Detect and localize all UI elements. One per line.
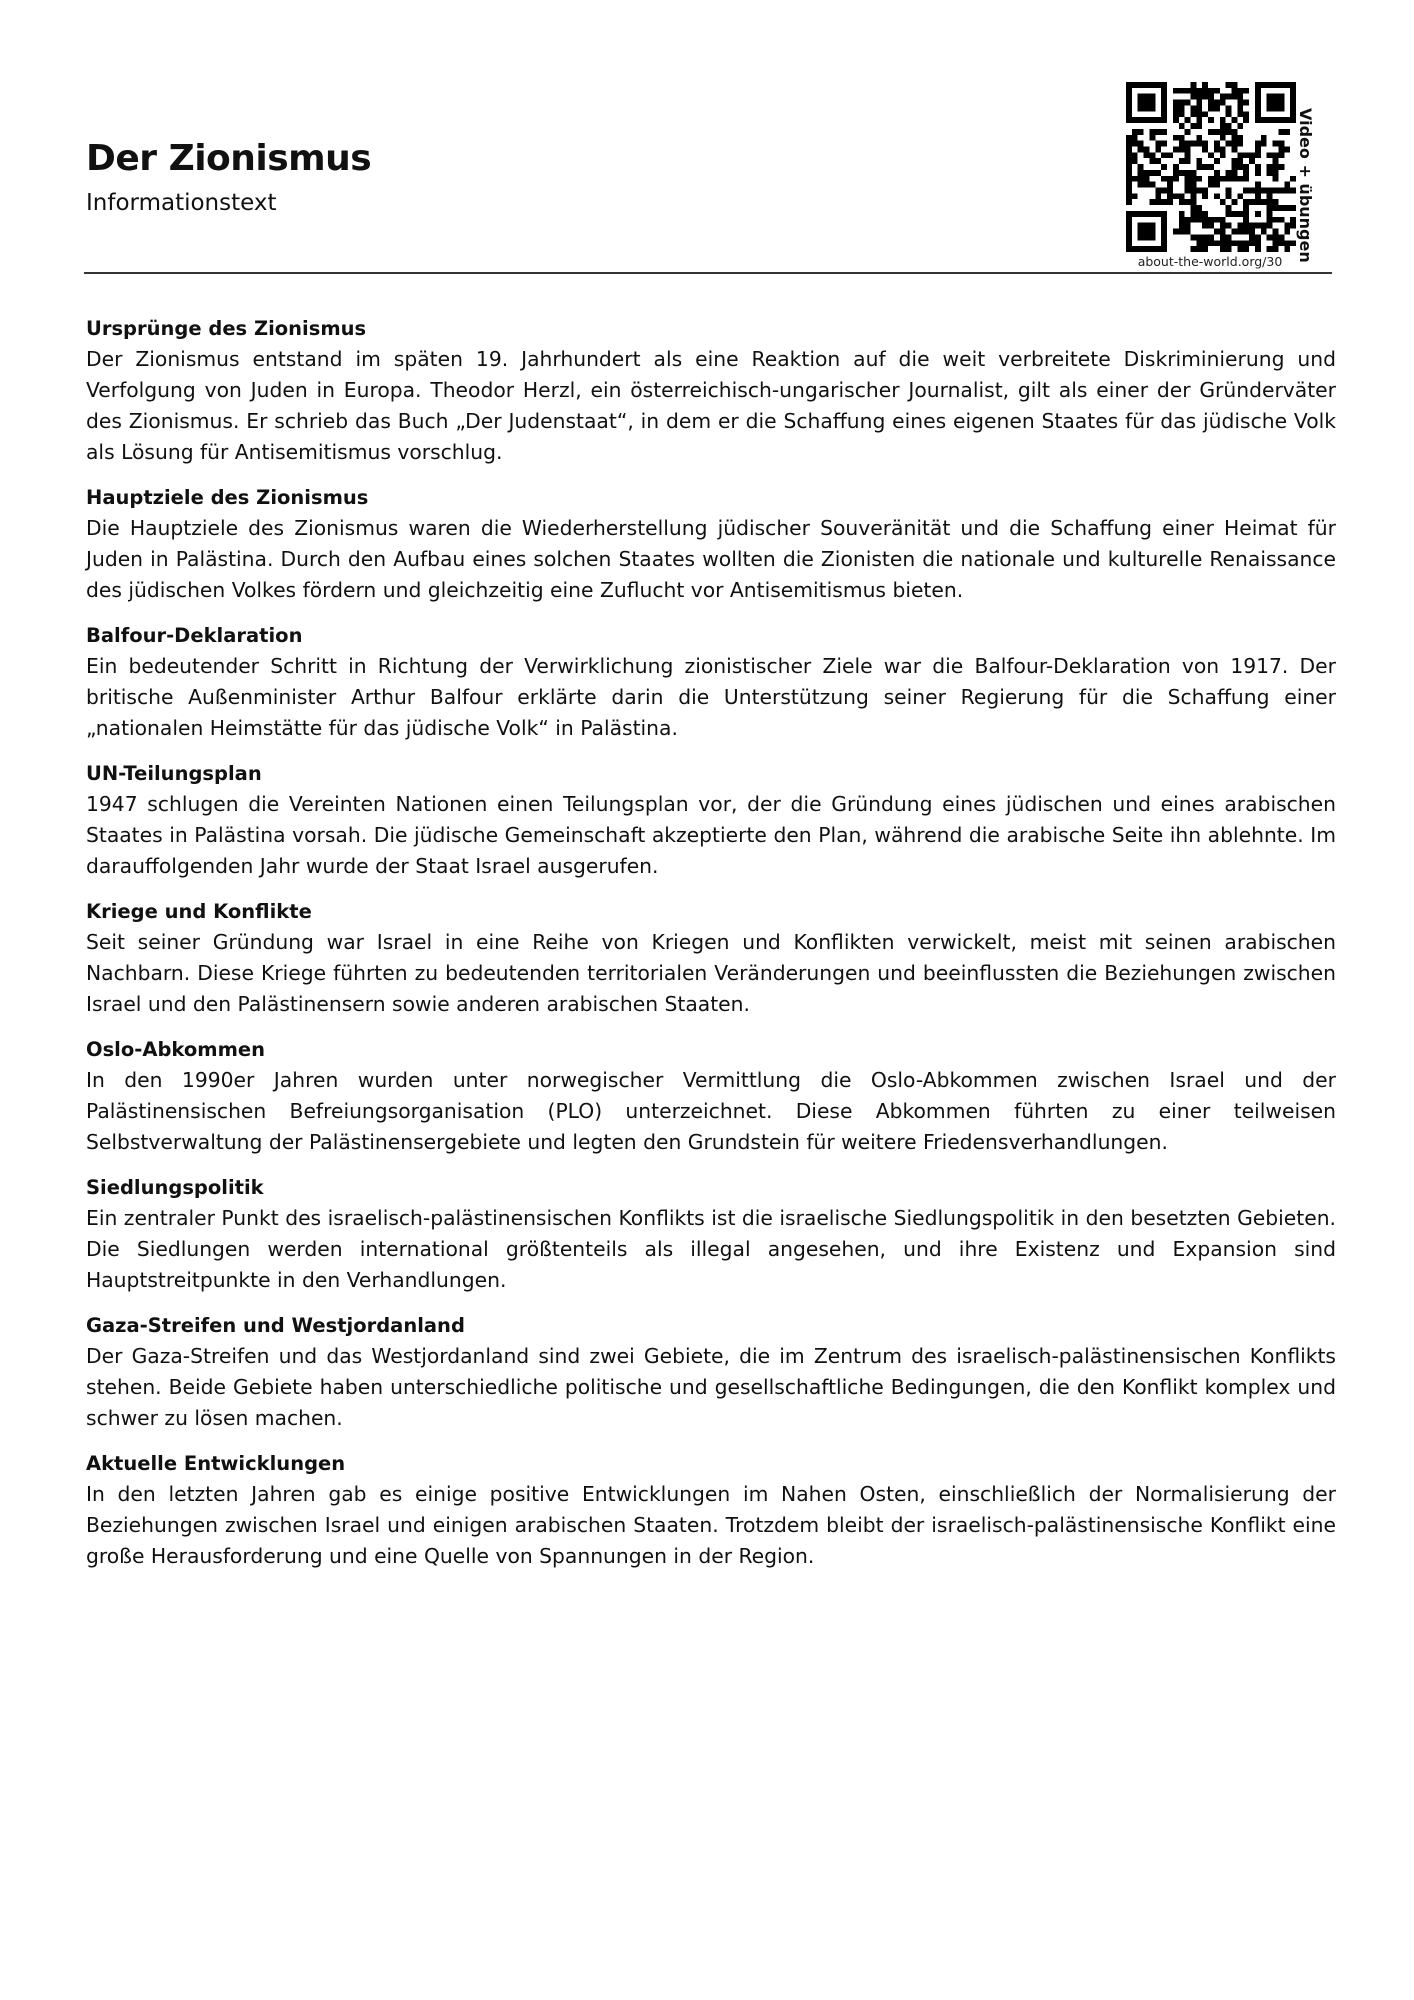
- section-oslo: [86, 1034, 1336, 1158]
- section-body: Der Gaza-Streifen und das Westjordanland sind zwei Gebiete, die im Zentrum des israelisch-palästinensischen Konflikts stehen. Beide Gebiete haben unterschiedliche politische und gesellschaftliche Bedingungen, die den Konflikt komplex und schwer zu lösen machen.: [86, 1344, 1336, 1430]
- qr-code-icon[interactable]: [1126, 82, 1296, 252]
- section-wars: [86, 896, 1336, 1020]
- section-settlements: [86, 1172, 1336, 1296]
- section-goals: [86, 482, 1336, 606]
- section-gaza-westbank: [86, 1310, 1336, 1434]
- page-title: Der Zionismus: [86, 138, 372, 179]
- section-body: In den letzten Jahren gab es einige positive Entwicklungen im Nahen Osten, einschließlich der Normalisierung der Beziehungen zwischen Israel und einigen arabischen Staaten. Trotzdem bleibt der israelisch-palästinensische Konflikt eine große Herausforderung und eine Quelle von Spannungen in der Region.: [86, 1482, 1336, 1568]
- section-body: Der Zionismus entstand im späten 19. Jahrhundert als eine Reaktion auf die weit verbreitete Diskriminierung und Verfolgung von Juden in Europa. Theodor Herzl, ein österreichisch-ungarischer Journalist, gilt als einer der Gründerväter des Zionismus. Er schrieb das Buch „Der Judenstaat“, in dem er die Schaffung eines eigenen Staates für das jüdische Volk als Lösung für Antisemitismus vorschlug.: [86, 347, 1336, 464]
- section-heading: Oslo-Abkommen: [86, 1038, 265, 1061]
- section-current: [86, 1448, 1336, 1572]
- section-heading: Kriege und Konflikte: [86, 900, 312, 923]
- header-divider: [84, 272, 1332, 274]
- side-label: Video + übungen: [1296, 108, 1315, 263]
- section-body: 1947 schlugen die Vereinten Nationen einen Teilungsplan vor, der die Gründung eines jüdischen und eines arabischen Staates in Palästina vorsah. Die jüdische Gemeinschaft akzeptierte den Plan, während die arabische Seite ihn ablehnte. Im darauffolgenden Jahr wurde der Staat Israel ausgerufen.: [86, 792, 1336, 878]
- section-heading: Gaza-Streifen und Westjordanland: [86, 1314, 465, 1337]
- qr-url[interactable]: about-the-world.org/30: [1137, 254, 1283, 269]
- section-heading: UN-Teilungsplan: [86, 762, 262, 785]
- section-body: Seit seiner Gründung war Israel in eine Reihe von Kriegen und Konflikten verwickelt, meist mit seinen arabischen Nachbarn. Diese Kriege führten zu bedeutenden territorialen Veränderungen und beeinflussten die Beziehungen zwischen Israel und den Palästinensern sowie anderen arabischen Staaten.: [86, 930, 1336, 1016]
- section-heading: Hauptziele des Zionismus: [86, 486, 369, 509]
- content: [86, 313, 1336, 1586]
- page-subtitle: Informationstext: [86, 190, 277, 216]
- section-body: In den 1990er Jahren wurden unter norwegischer Vermittlung die Oslo-Abkommen zwischen Israel und der Palästinensischen Befreiungsorganisation (PLO) unterzeichnet. Diese Abkommen führten zu einer teilweisen Selbstverwaltung der Palästinensergebiete und legten den Grundstein für weitere Friedensverhandlungen.: [86, 1068, 1336, 1154]
- section-body: Ein zentraler Punkt des israelisch-palästinensischen Konflikts ist die israelische Siedlungspolitik in den besetzten Gebieten. Die Siedlungen werden international größtenteils als illegal angesehen, und ihre Existenz und Expansion sind Hauptstreitpunkte in den Verhandlungen.: [86, 1206, 1336, 1292]
- section-heading: Balfour-Deklaration: [86, 624, 303, 647]
- section-body: Ein bedeutender Schritt in Richtung der Verwirklichung zionistischer Ziele war die Balfour-Deklaration von 1917. Der britische Außenminister Arthur Balfour erklärte darin die Unterstützung seiner Regierung für die Schaffung einer „nationalen Heimstätte für das jüdische Volk“ in Palästina.: [86, 654, 1336, 740]
- section-heading: Aktuelle Entwicklungen: [86, 1452, 346, 1475]
- section-origins: [86, 313, 1336, 468]
- section-balfour: [86, 620, 1336, 744]
- section-body: Die Hauptziele des Zionismus waren die Wiederherstellung jüdischer Souveränität und die Schaffung einer Heimat für Juden in Palästina. Durch den Aufbau eines solchen Staates wollten die Zionisten die nationale und kulturelle Renaissance des jüdischen Volkes fördern und gleichzeitig eine Zuflucht vor Antisemitismus bieten.: [86, 516, 1336, 602]
- section-heading: Siedlungspolitik: [86, 1176, 264, 1199]
- section-heading: Ursprünge des Zionismus: [86, 317, 367, 340]
- section-un-partition: [86, 758, 1336, 882]
